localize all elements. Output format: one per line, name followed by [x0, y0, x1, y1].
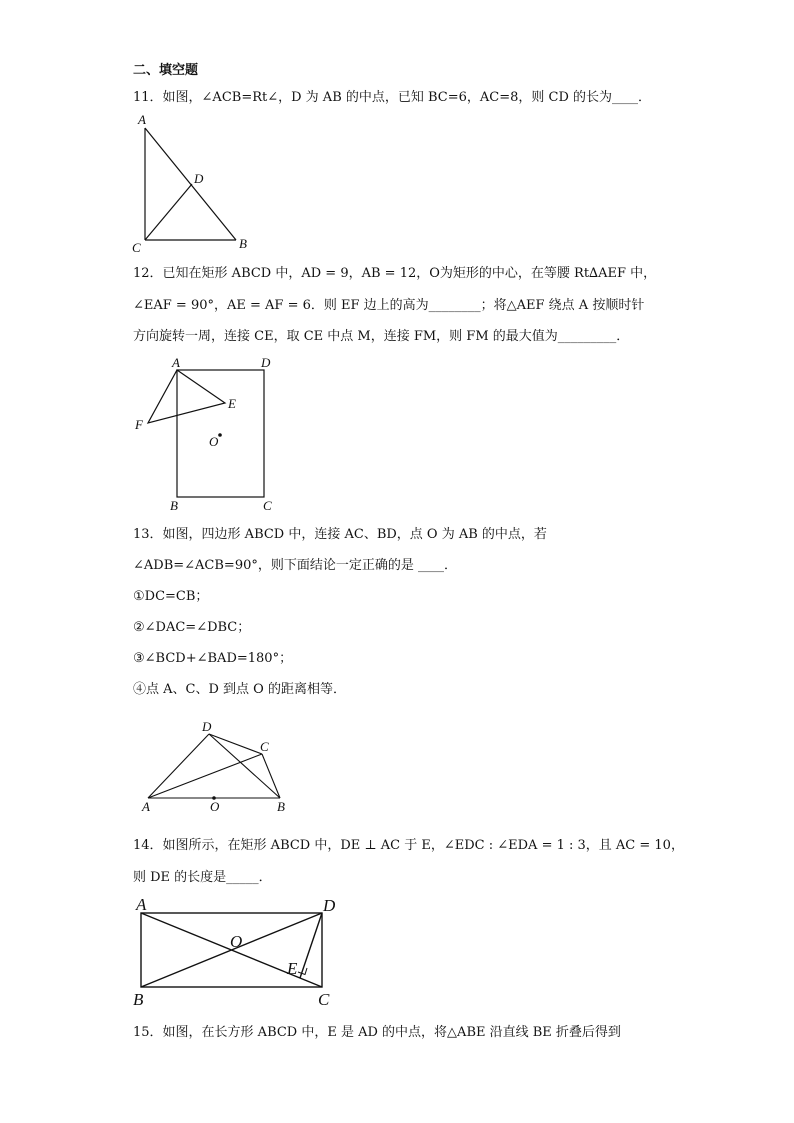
q13-option-1: ①DC=CB； — [133, 589, 209, 604]
q14-figure — [130, 893, 345, 1013]
section-title: 二、填空题 — [133, 63, 199, 78]
q14-segment-de — [300, 913, 322, 978]
q12-line-1: 12．已知在矩形 ABCD 中，AD = 9，AB = 12，O为矩形的中心，在等腰 Rt∆AEF 中， — [133, 266, 657, 281]
q13-option-4: ④点 A、C、D 到点 O 的距离相等． — [133, 682, 346, 697]
q13-option-2: ②∠DAC=∠DBC； — [133, 620, 251, 635]
q11-label-a: A — [138, 112, 146, 127]
q13-option-3: ③∠BCD+∠BAD=180°； — [133, 651, 293, 666]
q14-label-e: E — [287, 959, 298, 978]
q13-side-dc — [209, 734, 262, 754]
q11-segment-cd — [145, 184, 192, 240]
q11-label-d: D — [194, 171, 204, 186]
q14-label-a: A — [136, 895, 147, 914]
q14-label-d: D — [323, 896, 336, 915]
q13-side-cb — [262, 754, 280, 798]
q12-label-f: F — [135, 417, 143, 432]
q12-label-c: C — [263, 498, 272, 513]
q11-label-c: C — [132, 240, 141, 255]
q12-label-o: O — [209, 434, 219, 449]
q12-label-b: B — [170, 498, 178, 513]
q13-diagonal-bd — [209, 734, 280, 798]
q11-text: 11．如图，∠ACB=Rt∠，D 为 AB 的中点，已知 BC=6，AC=8，则 CD 的长为____． — [133, 90, 652, 105]
q12-line-2: ∠EAF = 90°，AE = AF = 6．则 EF 边上的高为________；将△AEF 绕点 A 按顺时针 — [133, 298, 645, 313]
q13-line-1: 13．如图，四边形 ABCD 中，连接 AC、BD，点 O 为 AB 的中点，若 — [133, 527, 547, 542]
q13-label-b: B — [277, 799, 285, 814]
q12-triangle-aef — [148, 370, 225, 423]
q12-label-e: E — [228, 396, 236, 411]
q12-label-a: A — [172, 355, 180, 370]
q11-label-b: B — [239, 236, 247, 251]
q13-line-2: ∠ADB=∠ACB=90°，则下面结论一定正确的是 ____． — [133, 558, 457, 573]
q14-line-1: 14．如图所示，在矩形 ABCD 中，DE ⊥ AC 于 E，∠EDC : ∠EDA = 1 : 3，且 AC = 10， — [133, 838, 684, 853]
q13-diagonal-ac — [148, 754, 262, 798]
q13-label-c: C — [260, 739, 269, 754]
q12-point-o — [218, 433, 222, 437]
q13-figure — [138, 715, 298, 815]
q13-side-ad — [148, 734, 209, 798]
q12-label-d: D — [261, 355, 271, 370]
q14-label-c: C — [318, 990, 330, 1009]
q12-line-3: 方向旋转一周，连接 CE，取 CE 中点 M，连接 FM，则 FM 的最大值为_________． — [133, 329, 630, 344]
q15-line-1: 15．如图，在长方形 ABCD 中，E 是 AD 的中点，将△ABE 沿直线 BE 折叠后得到 — [133, 1025, 621, 1040]
q12-figure — [130, 353, 280, 513]
q14-line-2: 则 DE 的长度是_____． — [133, 870, 272, 885]
q13-label-a: A — [142, 799, 150, 814]
q14-label-o: O — [230, 932, 243, 951]
q13-label-d: D — [202, 719, 212, 734]
q14-label-b: B — [133, 990, 144, 1009]
q11-figure — [128, 112, 258, 255]
q13-label-o: O — [210, 799, 220, 814]
